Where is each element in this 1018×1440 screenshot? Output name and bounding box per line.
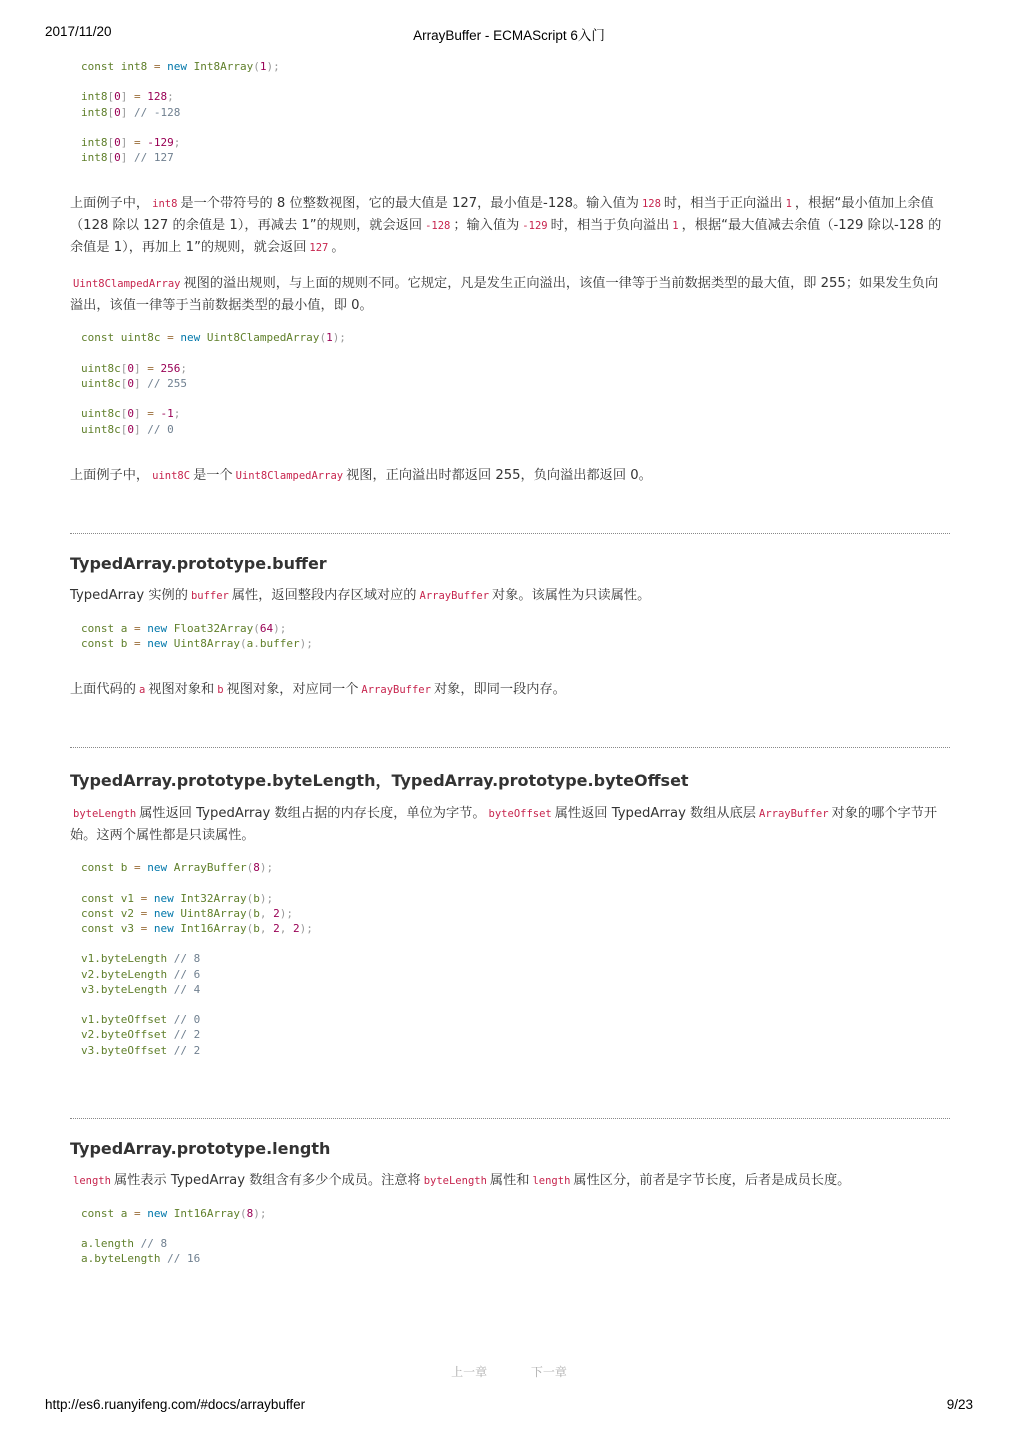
text-run: TypedArray 实例的 — [70, 587, 188, 603]
code-token: ] — [134, 361, 141, 375]
inline-code: int8 — [152, 198, 178, 211]
code-line — [81, 89, 950, 104]
code-token: 2 — [273, 906, 280, 920]
code-line — [81, 105, 950, 120]
inline-code: 128 — [641, 198, 661, 211]
code-line — [81, 391, 950, 406]
code-token: ; — [173, 135, 181, 149]
code-token: b — [253, 891, 260, 905]
code-token: a.byteLength — [81, 1252, 161, 1266]
code-token: uint8c — [81, 407, 121, 421]
code-token: = — [133, 636, 141, 650]
code-token: uint8c — [81, 361, 121, 375]
code-token: ] — [134, 407, 141, 421]
code-token: const v1 — [81, 891, 141, 905]
code-line — [81, 361, 950, 376]
code-line — [81, 1027, 950, 1042]
code-token: [ — [120, 376, 128, 390]
code-token: new — [153, 906, 174, 920]
code-line — [81, 621, 950, 636]
code-token: ); — [299, 921, 313, 935]
inline-code: ArrayBuffer — [759, 808, 829, 821]
section-heading: TypedArray.prototype.buffer — [70, 553, 327, 573]
code-line — [81, 997, 950, 1012]
code-line — [81, 1206, 950, 1221]
code-token: ] — [120, 151, 128, 165]
code-token: // 6 — [167, 967, 201, 981]
paragraph — [70, 465, 950, 487]
print-url: http://es6.ruanyifeng.com/#docs/arraybuffer — [45, 1397, 306, 1412]
code-token — [154, 407, 161, 420]
code-token: v3.byteLength — [81, 982, 168, 996]
code-token: // 16 — [160, 1252, 201, 1266]
section-divider — [70, 747, 950, 748]
code-token: 8 — [246, 1206, 254, 1220]
code-line — [81, 636, 950, 651]
code-token: Int32Array — [173, 891, 247, 905]
code-line — [81, 891, 950, 906]
code-token: const int8 — [81, 60, 154, 73]
text-run: 视图，正向溢出时都返回 255，负向溢出都返回 0。 — [346, 467, 652, 483]
code-token: Uint8Array — [173, 906, 247, 920]
code-token: const b — [81, 861, 134, 875]
code-block — [70, 59, 950, 165]
code-token: b — [253, 906, 260, 920]
code-token: . — [253, 636, 260, 650]
code-token: 1 — [326, 331, 333, 345]
code-line — [81, 120, 950, 135]
code-token: ); — [253, 1206, 267, 1220]
code-token: v1.byteOffset — [81, 1013, 168, 1027]
code-token: // 8 — [133, 1237, 168, 1251]
code-token: Uint8ClampedArray — [200, 331, 320, 345]
inline-code: 1 — [672, 220, 679, 233]
code-token: const a — [81, 621, 134, 635]
paragraph — [70, 1170, 950, 1192]
next-chapter-link[interactable]: 下一章 — [530, 1365, 567, 1379]
code-line — [81, 1043, 950, 1058]
inline-code: -128 — [425, 220, 451, 233]
code-token: ( — [246, 921, 254, 935]
code-token: ; — [167, 90, 174, 104]
code-token: = — [140, 921, 148, 935]
code-token: ( — [246, 906, 254, 920]
code-token — [147, 907, 154, 920]
text-run: 属性，返回整段内存区域对应的 — [231, 587, 417, 603]
code-line — [81, 1236, 950, 1251]
code-token: [ — [120, 407, 128, 421]
inline-code: Uint8ClampedArray — [73, 278, 181, 291]
inline-code: uint8C — [152, 469, 191, 482]
code-token — [127, 90, 134, 103]
code-token: b — [253, 921, 260, 935]
code-token — [147, 922, 154, 935]
code-token: ] — [134, 376, 141, 390]
paragraph — [70, 193, 950, 259]
code-line — [81, 150, 950, 165]
section-heading: TypedArray.prototype.length — [70, 1138, 331, 1158]
code-token: const v2 — [81, 906, 141, 920]
code-line — [81, 875, 950, 890]
code-token: Int16Array — [167, 1206, 240, 1220]
code-token: new — [153, 891, 174, 905]
code-token: 0 — [127, 376, 134, 390]
code-token: // 2 — [167, 1043, 201, 1057]
code-token: ); — [279, 906, 293, 920]
code-token: [ — [107, 135, 115, 149]
code-token: Int16Array — [173, 921, 247, 935]
code-token: uint8c — [81, 422, 121, 436]
code-token: ( — [253, 621, 260, 635]
inline-code: ArrayBuffer — [361, 684, 431, 697]
code-token: new — [147, 636, 168, 650]
code-token: 1 — [259, 60, 267, 73]
code-token: new — [147, 621, 168, 635]
code-token: 0 — [114, 151, 121, 165]
code-token: = — [147, 361, 154, 375]
code-token: ); — [259, 861, 274, 875]
code-token: new — [167, 60, 187, 73]
text-run: 上面例子中， — [70, 467, 150, 483]
code-token: , — [259, 921, 274, 935]
inline-code: length — [532, 1174, 571, 1187]
code-token: ( — [246, 861, 254, 875]
code-token: new — [147, 861, 168, 875]
code-token: 0 — [114, 135, 121, 149]
code-token: int8 — [81, 90, 108, 104]
code-token: ); — [299, 636, 313, 650]
code-line — [81, 906, 950, 921]
text-run: 视图的溢出规则，与上面的规则不同。它规定，凡是发生正向溢出，该值一律等于当前数据类型的最大值，即 255；如果发生负向溢出，该值一律等于当前数据类型的最小值，即 0。 — [70, 276, 939, 314]
code-token: 8 — [253, 861, 260, 875]
code-token: // 8 — [167, 952, 201, 966]
code-token: = — [153, 60, 161, 73]
code-line — [81, 406, 950, 421]
code-token: // 0 — [167, 1013, 201, 1027]
text-run: ；输入值为 — [453, 218, 520, 234]
code-token: buffer — [259, 636, 300, 650]
text-run: 对象。该属性为只读属性。 — [492, 587, 651, 603]
code-line — [81, 59, 950, 74]
inline-code: 127 — [309, 242, 329, 255]
code-token: = — [140, 906, 148, 920]
code-token: = — [133, 1206, 141, 1220]
code-line — [81, 330, 950, 345]
code-token: uint8c — [81, 376, 121, 390]
code-token: ] — [120, 105, 128, 119]
code-token: ] — [120, 90, 128, 104]
code-token: new — [180, 331, 201, 345]
text-run: 属性表示 TypedArray 数组含有多少个成员。注意将 — [113, 1172, 421, 1188]
code-token: ( — [239, 1206, 247, 1220]
code-line — [81, 1012, 950, 1027]
inline-code: length — [73, 1174, 111, 1187]
code-token: const a — [81, 1206, 134, 1220]
text-run: 对象，即同一段内存。 — [433, 682, 566, 698]
code-token: Float32Array — [167, 621, 254, 635]
code-line — [81, 860, 950, 875]
code-token: ); — [266, 60, 280, 73]
code-token: const uint8c — [81, 331, 168, 345]
code-line — [81, 982, 950, 997]
text-run: 属性和 — [489, 1172, 530, 1188]
text-run: 时，相当于正向溢出 — [663, 196, 783, 212]
text-run: 是一个带符号的 8 位整数视图，它的最大值是 127，最小值是-128。输入值为 — [180, 196, 639, 212]
code-token: // 0 — [140, 422, 174, 436]
text-run: 视图对象，对应同一个 — [226, 682, 359, 698]
code-token: = — [133, 621, 141, 635]
code-token: ); — [332, 331, 346, 345]
code-token: , — [279, 921, 293, 935]
print-page-title: ArrayBuffer - ECMAScript 6入门 — [413, 28, 605, 43]
code-token: 64 — [259, 621, 274, 635]
code-line — [81, 74, 950, 89]
inline-code: ArrayBuffer — [419, 589, 490, 602]
text-run: 属性返回 TypedArray 数组占据的内存长度，单位为字节。 — [139, 806, 486, 822]
code-token: ( — [319, 331, 327, 345]
code-line — [81, 921, 950, 936]
inline-code: byteLength — [423, 1174, 487, 1187]
text-run: 上面例子中， — [70, 196, 150, 212]
code-token: [ — [107, 151, 115, 165]
print-page-number: 9/23 — [946, 1397, 973, 1412]
code-token: ( — [253, 60, 260, 73]
code-block — [70, 860, 950, 1058]
section-divider — [70, 533, 950, 534]
code-token: new — [147, 1206, 168, 1220]
code-token: ; — [173, 407, 181, 421]
code-token: // 127 — [127, 151, 174, 165]
text-run: 对象的哪个字节开始。这两个属性都是只读属性。 — [70, 806, 938, 844]
code-token: Int8Array — [186, 60, 254, 73]
code-token: [ — [107, 90, 115, 104]
code-token: ] — [120, 135, 128, 149]
inline-code: Uint8ClampedArray — [235, 469, 344, 482]
code-token: [ — [120, 361, 128, 375]
code-token: 128 — [147, 90, 168, 104]
code-token: v2.byteLength — [81, 967, 168, 981]
code-token: v1.byteLength — [81, 952, 168, 966]
code-block — [70, 621, 950, 651]
code-token: ; — [180, 361, 187, 375]
paragraph — [70, 585, 950, 607]
text-run: 。 — [331, 240, 345, 256]
code-token: // 2 — [167, 1028, 201, 1042]
code-line — [81, 967, 950, 982]
code-token: , — [259, 906, 274, 920]
paragraph — [70, 273, 950, 316]
code-token: [ — [107, 105, 115, 119]
code-token: ( — [239, 636, 247, 650]
code-token: = — [140, 891, 148, 905]
text-run: 上面代码的 — [70, 682, 136, 698]
code-token: = — [133, 861, 141, 875]
article-content — [70, 59, 950, 1295]
code-token: v2.byteOffset — [81, 1028, 168, 1042]
code-token: ArrayBuffer — [167, 861, 247, 875]
code-token: a.length — [81, 1237, 134, 1251]
code-token: 0 — [127, 422, 134, 436]
inline-code: a — [138, 684, 146, 697]
code-token: a — [246, 636, 254, 650]
paragraph — [70, 679, 950, 701]
code-token — [127, 136, 134, 149]
section-heading: TypedArray.prototype.byteLength，TypedArray.prototype.byteOffset — [70, 771, 689, 791]
code-token: 256 — [160, 361, 181, 375]
code-line — [81, 346, 950, 361]
code-token: // 4 — [167, 982, 201, 996]
code-token — [154, 362, 161, 375]
code-line — [81, 951, 950, 966]
section-divider — [70, 1118, 950, 1119]
text-run: 时，相当于负向溢出 — [550, 218, 670, 234]
code-line — [81, 135, 950, 150]
code-token: = — [134, 90, 141, 104]
paragraph — [70, 803, 950, 846]
inline-code: 1 — [785, 198, 792, 211]
code-token: const v3 — [81, 921, 141, 935]
code-token: // -128 — [127, 105, 181, 119]
code-token: -1 — [160, 407, 174, 421]
code-token: int8 — [81, 151, 108, 165]
text-run: ，根据“最小值加上余值（128 除以 127 的余值是 1），再减去 1”的规则，就会返回 — [70, 196, 934, 234]
code-token: 0 — [114, 105, 121, 119]
code-token: // 255 — [140, 376, 187, 390]
code-block — [70, 330, 950, 436]
code-line — [81, 1251, 950, 1266]
code-line — [81, 422, 950, 437]
code-token: = — [147, 407, 154, 421]
text-run: 是一个 — [193, 467, 233, 483]
code-token — [147, 892, 154, 905]
code-token: int8 — [81, 135, 108, 149]
code-token: 0 — [127, 361, 134, 375]
inline-code: byteOffset — [488, 808, 552, 821]
chapter-nav — [0, 1363, 1018, 1380]
text-run: ，根据“最大值减去余值（-129 除以-128 的余值是 1），再加上 1”的规则，就会返回 — [70, 218, 942, 256]
code-token: = — [134, 135, 141, 149]
inline-code: byteLength — [73, 808, 137, 821]
code-token: = — [167, 331, 174, 345]
code-token: -129 — [147, 135, 174, 149]
prev-chapter-link[interactable]: 上一章 — [451, 1365, 488, 1379]
code-token: v3.byteOffset — [81, 1043, 168, 1057]
code-token: const b — [81, 636, 134, 650]
code-token: 0 — [127, 407, 134, 421]
inline-code: buffer — [190, 589, 229, 602]
code-token: 2 — [273, 921, 280, 935]
code-token: new — [153, 921, 174, 935]
code-token: ] — [134, 422, 141, 436]
text-run: 视图对象和 — [148, 682, 215, 698]
code-token: ); — [259, 891, 274, 905]
code-line — [81, 936, 950, 951]
code-token: Uint8Array — [167, 636, 240, 650]
print-date: 2017/11/20 — [45, 24, 112, 39]
inline-code: -129 — [522, 220, 548, 233]
inline-code: b — [217, 684, 224, 697]
code-token: int8 — [81, 105, 108, 119]
code-line — [81, 376, 950, 391]
code-token: 2 — [292, 921, 300, 935]
code-token: 0 — [114, 90, 121, 104]
code-token: ); — [273, 621, 287, 635]
code-token: [ — [120, 422, 128, 436]
code-token: ( — [246, 891, 254, 905]
text-run: 属性返回 TypedArray 数组从底层 — [554, 806, 756, 822]
code-block — [70, 1206, 950, 1267]
text-run: 属性区分，前者是字节长度，后者是成员长度。 — [573, 1172, 851, 1188]
code-line — [81, 1221, 950, 1236]
